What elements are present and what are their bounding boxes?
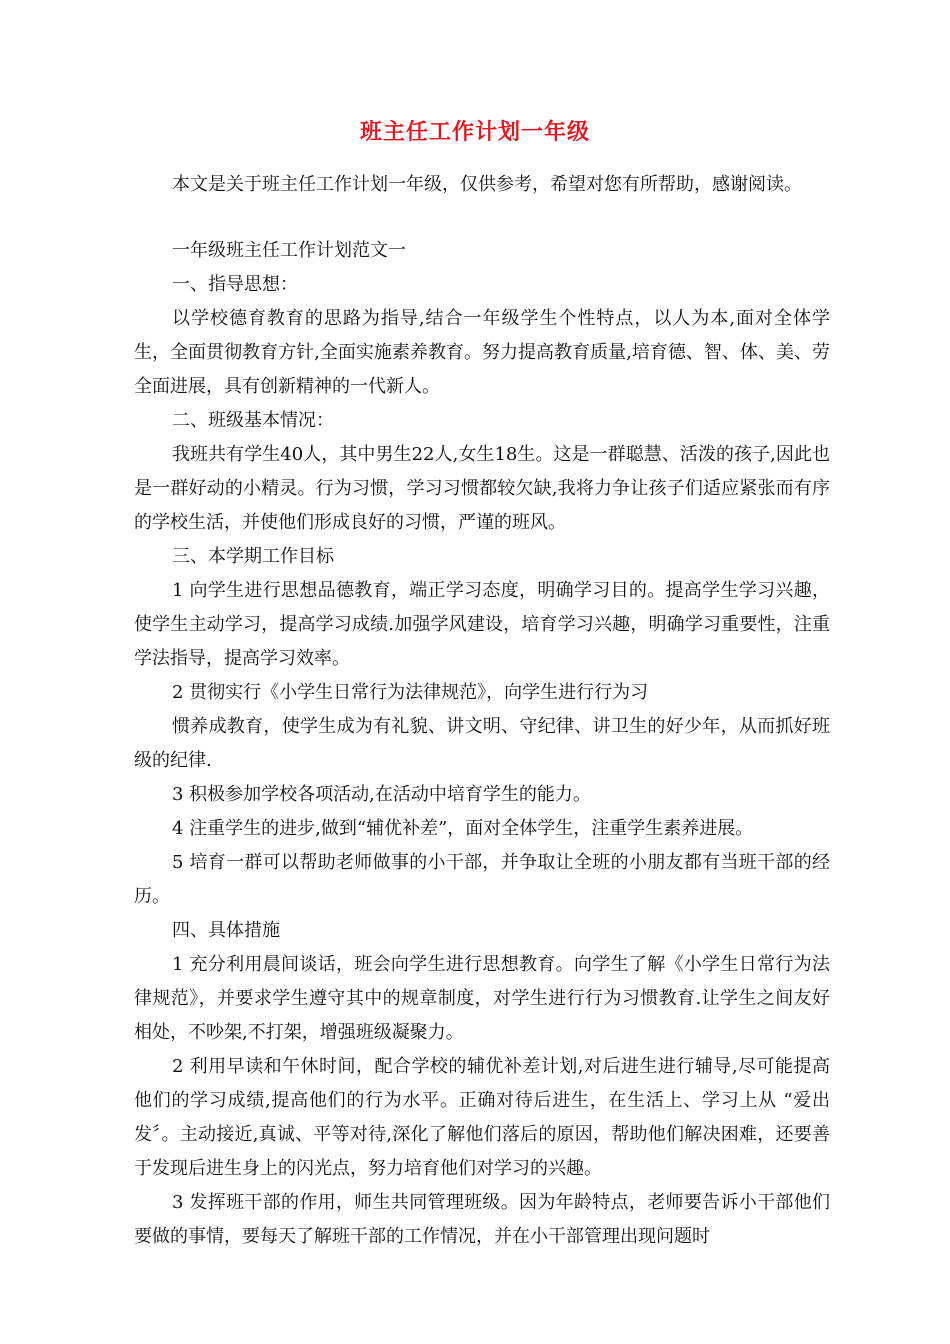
list-item: 3 发挥班干部的作用，师生共同管理班级。因为年龄特点，老师要告诉小干部他们要做的事情，要每天了解班干部的工作情况，并在小干部管理出现问题时 xyxy=(134,1192,830,1247)
body-paragraph: 以学校德育教育的思路为指导,结合一年级学生个性特点，以人为本,面对全体学生，全面贯彻教育方针,全面实施素养教育。努力提高教育质量,培育德、智、体、美、劳全面进展，具有创新精神的一代新人。 xyxy=(134,308,830,397)
list-item-continuation: 惯养成教育，使学生成为有礼貌、讲文明、守纪律、讲卫生的好少年，从而抓好班级的纪律. xyxy=(134,716,830,771)
list-item: 4 注重学生的进步,做到“辅优补差”，面对全体学生，注重学生素养进展。 xyxy=(172,818,754,839)
intro-paragraph: 本文是关于班主任工作计划一年级，仅供参考，希望对您有所帮助，感谢阅读。 xyxy=(172,174,802,195)
document-title: 班主任工作计划一年级 xyxy=(359,120,590,145)
section-heading: 一、指导思想： xyxy=(172,274,298,295)
paragraph-gap xyxy=(134,202,830,234)
section-heading: 三、本学期工作目标 xyxy=(172,546,334,567)
section-heading: 四、具体措施 xyxy=(172,920,280,941)
document-body xyxy=(134,168,830,1254)
list-item: 2 利用早读和午休时间，配合学校的辅优补差计划,对后进生进行辅导,尽可能提高他们的学习成绩,提高他们的行为水平。正确对待后进生，在生活上、学习上从 “爱出发〞。主动接近,真诚、平等对待,深化了解他们落后的原因，帮助他们解决困难，还要善于发现后进生身上的闪光点，努力培育他们对学习的兴趣。 xyxy=(134,1056,830,1179)
section-heading: 一年级班主任工作计划范文一 xyxy=(172,240,406,261)
section-heading: 二、班级基本情况： xyxy=(172,410,334,431)
list-item: 2 贯彻实行《小学生日常行为法律规范》，向学生进行行为习 xyxy=(172,682,649,703)
list-item: 1 充分利用晨间谈话，班会向学生进行思想教育。向学生了解《小学生日常行为法律规范》，并要求学生遵守其中的规章制度，对学生进行行为习惯教育.让学生之间友好相处，不吵架,不打架，增强班级凝聚力。 xyxy=(134,954,830,1043)
list-item: 1 向学生进行思想品德教育，端正学习态度，明确学习目的。提高学生学习兴趣，使学生主动学习，提高学习成绩.加强学风建设，培育学习兴趣，明确学习重要性，注重学法指导，提高学习效率。 xyxy=(134,580,830,669)
list-item: 3 积极参加学校各项活动,在活动中培育学生的能力。 xyxy=(172,784,591,805)
list-item: 5 培育一群可以帮助老师做事的小干部，并争取让全班的小朋友都有当班干部的经历。 xyxy=(134,852,830,907)
body-paragraph: 我班共有学生40人，其中男生22人,女生18生。这是一群聪慧、活泼的孩子,因此也是一群好动的小精灵。行为习惯，学习习惯都较欠缺,我将力争让孩子们适应紧张而有序的学校生活，并使他们形成良好的习惯，严谨的班风。 xyxy=(134,444,830,533)
